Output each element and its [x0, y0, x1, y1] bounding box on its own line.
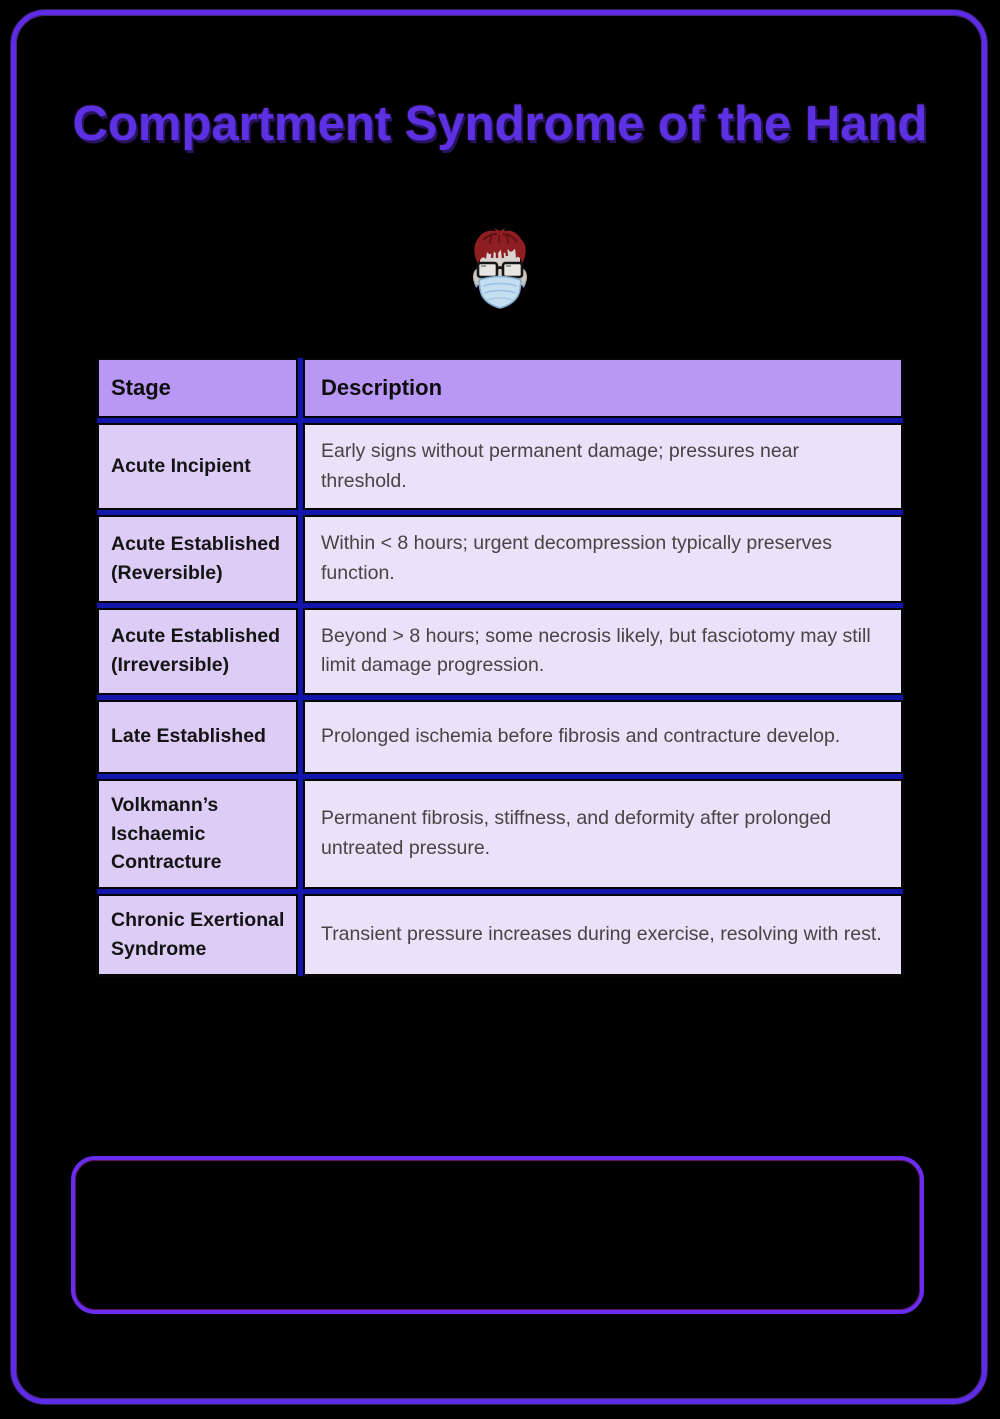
stage-cell: Acute Established (Irreversible): [97, 608, 298, 695]
description-cell: Within < 8 hours; urgent decompression typically preserves function.: [303, 515, 903, 602]
description-cell: Transient pressure increases during exercise, resolving with rest.: [303, 894, 903, 976]
stage-cell: Late Established: [97, 700, 298, 774]
description-cell: Early signs without permanent damage; pressures near threshold.: [303, 423, 903, 510]
stages-table: [97, 358, 903, 976]
masked-doctor-avatar-icon: [469, 228, 531, 317]
description-cell: Prolonged ischemia before fibrosis and contracture develop.: [303, 700, 903, 774]
notes-box: [71, 1156, 924, 1314]
description-cell: Beyond > 8 hours; some necrosis likely, but fasciotomy may still limit damage progression.: [303, 608, 903, 695]
stage-cell: Volkmann’s Ischaemic Contracture: [97, 779, 298, 890]
stage-cell: Chronic Exertional Syndrome: [97, 894, 298, 976]
description-cell: Permanent fibrosis, stiffness, and deformity after prolonged untreated pressure.: [303, 779, 903, 890]
column-header-description: Description: [303, 358, 903, 418]
page-title: Compartment Syndrome of the Hand: [72, 97, 928, 151]
stage-cell: Acute Incipient: [97, 423, 298, 510]
stage-cell: Acute Established (Reversible): [97, 515, 298, 602]
avatar-container: [0, 228, 1000, 317]
column-header-stage: Stage: [97, 358, 298, 418]
